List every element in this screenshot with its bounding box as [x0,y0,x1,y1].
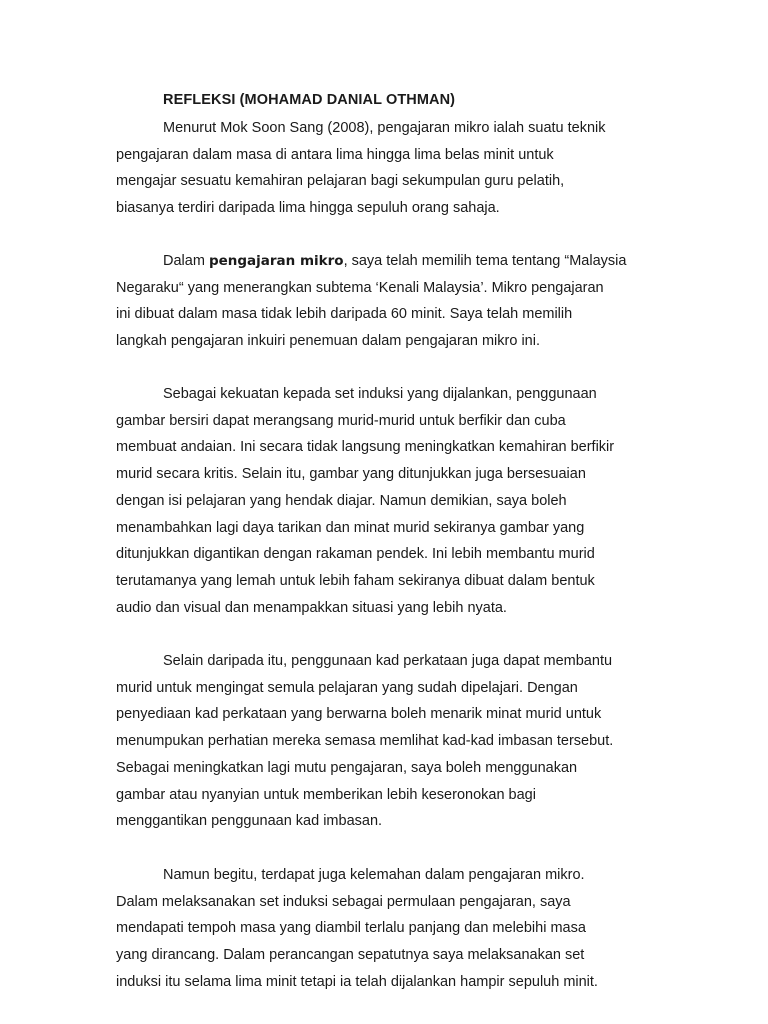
paragraph-2 [116,248,656,355]
paragraph-line: audio dan visual dan menampakkan situasi yang lebih nyata. [116,599,507,616]
paragraph-line: Dalam melaksanakan set induksi sebagai permulaan pengajaran, saya [116,893,571,910]
text-run: Dalam [163,253,209,269]
paragraph-line: langkah pengajaran inkuiri penemuan dalam pengajaran mikro ini. [116,333,540,350]
paragraph-line: Menurut Mok Soon Sang (2008), pengajaran mikro ialah suatu teknik [163,120,606,136]
paragraph-line: Selain daripada itu, penggunaan kad perkataan juga dapat membantu [163,653,613,669]
paragraph-4 [116,648,656,835]
paragraph-line: gambar atau nyanyian untuk memberikan lebih keseronokan bagi [116,786,536,803]
paragraph-line: membuat andaian. Ini secara tidak langsung meningkatkan kemahiran berfikir [116,439,615,456]
paragraph-line: mendapati tempoh masa yang diambil terlalu panjang dan melebihi masa [116,920,586,937]
text-run: , saya telah memilih tema tentang “Malaysia [343,253,627,269]
paragraph-line: dengan isi pelajaran yang hendak diajar. Namun demikian, saya boleh [116,492,567,509]
bold-term: pengajaran mikro [208,253,344,269]
paragraph-line: biasanya terdiri daripada lima hingga sepuluh orang sahaja. [116,200,500,217]
paragraph-line: murid untuk mengingat semula pelajaran yang sudah dipelajari. Dengan [116,679,578,696]
paragraph-5 [116,862,656,996]
paragraph-line: terutamanya yang lemah untuk lebih faham sekiranya dibuat dalam bentuk [116,572,595,589]
paragraph-line: Negaraku“ yang menerangkan subtema ‘Kenali Malaysia’. Mikro pengajaran [116,279,604,296]
paragraph-line: induksi itu selama lima minit tetapi ia telah dijalankan hampir sepuluh minit. [116,973,598,990]
paragraph-line: ditunjukkan digantikan dengan rakaman pendek. Ini lebih membantu murid [116,546,595,563]
paragraph-line: yang dirancang. Dalam perancangan sepatutnya saya melaksanakan set [116,947,585,964]
paragraph-line: menumpukan perhatian mereka semasa memlihat kad-kad imbasan tersebut. [116,733,614,750]
paragraph-1 [116,115,656,222]
paragraph-line: Namun begitu, terdapat juga kelemahan dalam pengajaran mikro. [163,867,585,883]
paragraph-line: menggantikan penggunaan kad imbasan. [116,813,383,830]
paragraph-line: gambar bersiri dapat merangsang murid-murid untuk berfikir dan cuba [116,412,566,429]
paragraph-line: menambahkan lagi daya tarikan dan minat murid sekiranya gambar yang [116,519,585,536]
paragraph-line: mengajar sesuatu kemahiran pelajaran bagi sekumpulan guru pelatih, [116,173,565,190]
paragraph-3 [116,381,656,621]
paragraph-line [116,248,656,275]
paragraph-line: Sebagai meningkatkan lagi mutu pengajaran, saya boleh menggunakan [116,759,578,776]
paragraph-line: pengajaran dalam masa di antara lima hingga lima belas minit untuk [116,146,554,163]
paragraph-line: ini dibuat dalam masa tidak lebih daripada 60 minit. Saya telah memilih [116,306,573,323]
paragraph-line: penyediaan kad perkataan yang berwarna boleh menarik minat murid untuk [116,706,602,723]
paragraph-line: murid secara kritis. Selain itu, gambar yang ditunjukkan juga bersesuaian [116,466,586,483]
document-title: REFLEKSI (MOHAMAD DANIAL OTHMAN) [163,92,456,108]
paragraph-line: Sebagai kekuatan kepada set induksi yang dijalankan, penggunaan [163,386,597,402]
